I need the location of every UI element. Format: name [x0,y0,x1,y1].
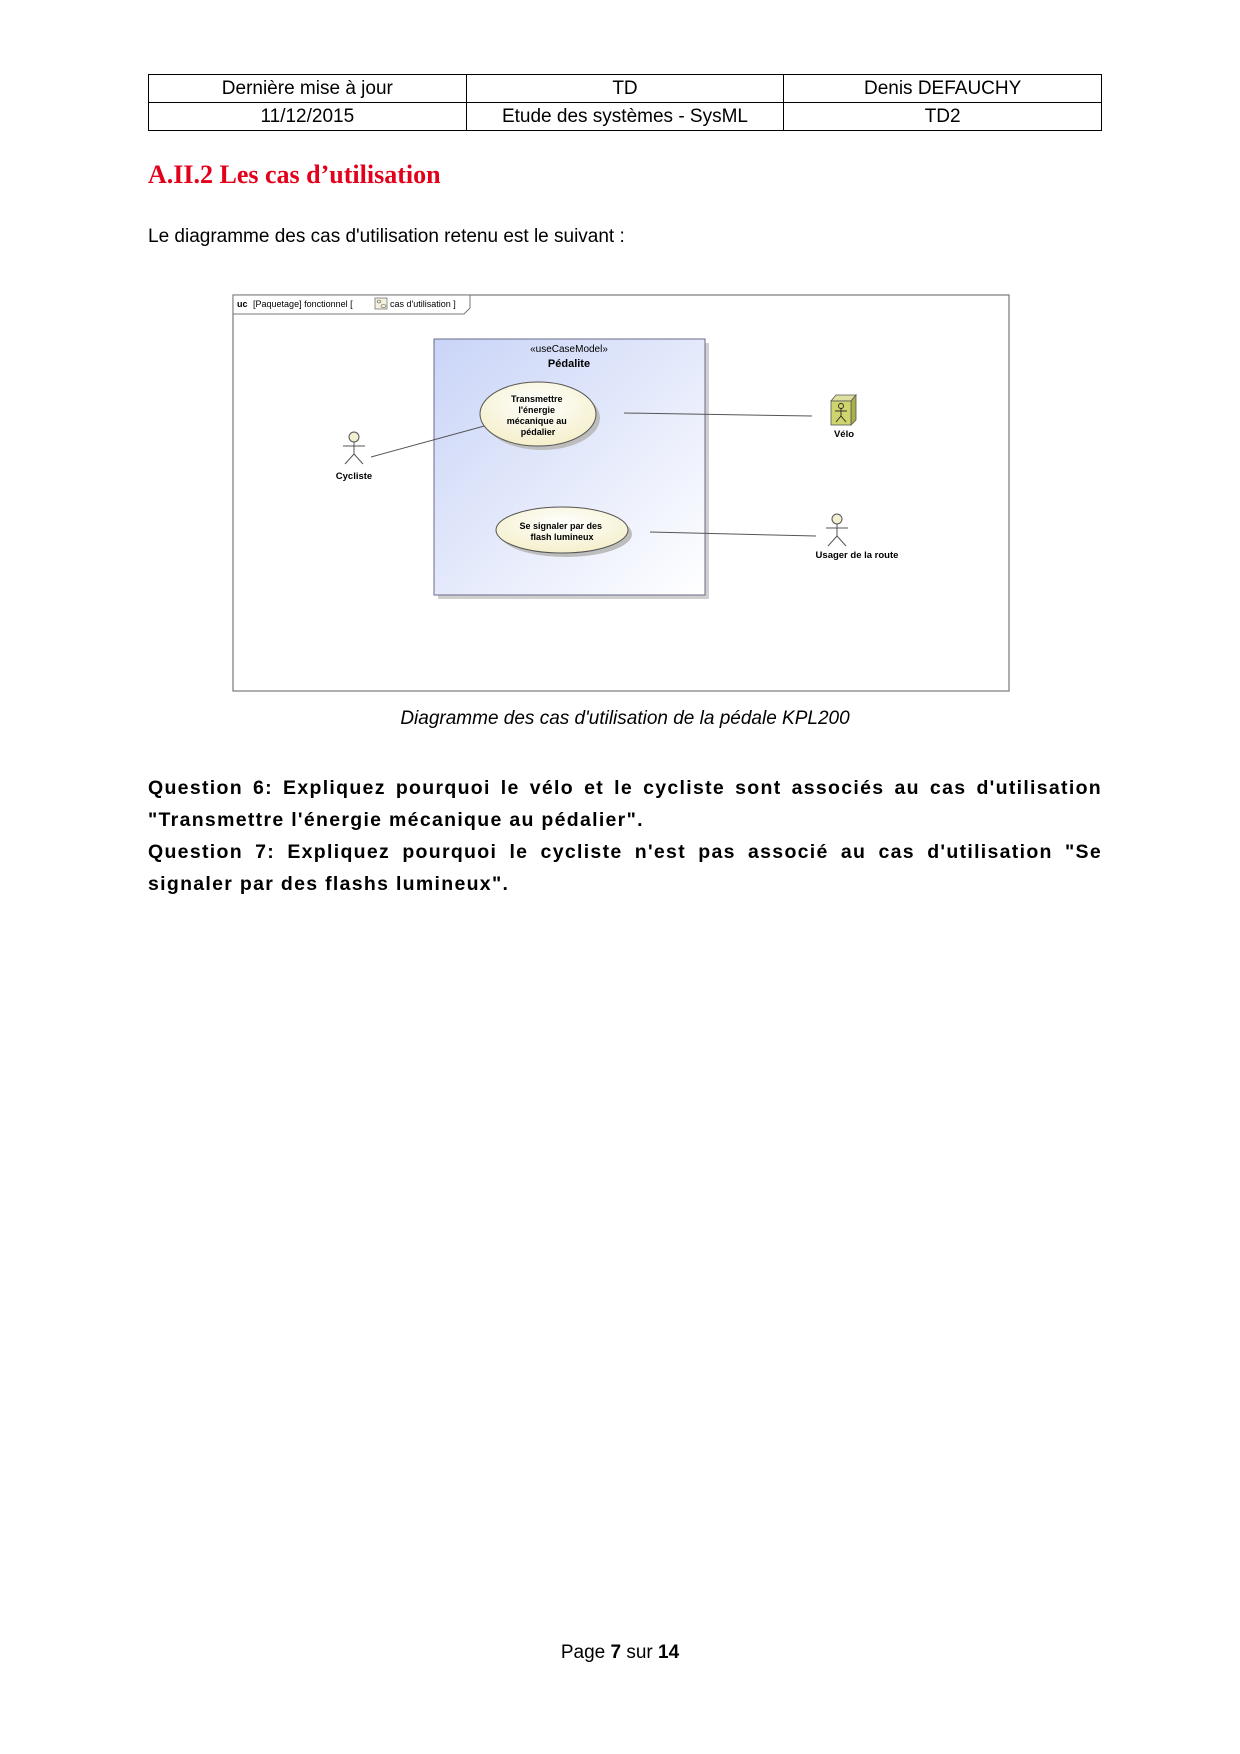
usecase-transmettre-line-4: pédalier [520,427,556,437]
header-cell-type: TD [466,75,784,103]
actor-cycliste-label: Cycliste [335,471,373,482]
intro-paragraph: Le diagramme des cas d'utilisation retenu est le suivant : [148,226,625,247]
header-cell-td-number: TD2 [784,103,1102,131]
usecase-transmettre-line-3: mécanique au [506,416,567,426]
header-row-1 [149,75,1102,103]
figure-caption: Diagramme des cas d'utilisation de la pédale KPL200 [400,708,850,729]
header-cell-update-label: Dernière mise à jour [149,75,467,103]
question-6: Question 6: Expliquez pourquoi le vélo et le cycliste sont associés au cas d'utilisation "Transmettre l'énergie mécanique au pédalier". [148,777,1102,831]
system-name: Pédalite [547,358,591,370]
usecase-signaler-line-2: flash lumineux [530,532,594,542]
header-cell-date: 11/12/2015 [149,103,467,131]
svg-text:uc [Paquetage] fonctionnel [237,299,353,309]
frame-keyword: uc [237,299,248,309]
footer-total-pages: 14 [658,1642,680,1663]
use-case-diagram [232,294,1010,694]
svg-text:Se signaler par des flash [519,521,604,542]
page-footer [0,1642,1240,1664]
section-title: A.II.2 Les cas d’utilisation [148,160,441,189]
header-row-2 [149,103,1102,131]
frame-diagram-name: cas d'utilisation ] [390,299,456,309]
frame-package: [Paquetage] fonctionnel [ [253,299,353,309]
header-cell-subject: Etude des systèmes - SysML [466,103,784,131]
frame-diagram-icon [375,298,387,309]
actor-velo-label: Vélo [833,429,855,440]
question-7: Question 7: Expliquez pourquoi le cycliste n'est pas associé au cas d'utilisation "Se signaler par des flashs lumineux". [148,841,1102,895]
system-stereotype: «useCaseModel» [530,344,608,355]
actor-velo-icon [831,395,856,425]
header-cell-author: Denis DEFAUCHY [784,75,1102,103]
usecase-transmettre-line-1: Transmettre [510,394,563,404]
usecase-transmettre-line-2: l'énergie [518,405,556,415]
footer-middle: sur [626,1642,653,1663]
footer-prefix: Page [560,1642,606,1663]
usecase-signaler-line-1: Se signaler par des [519,521,603,531]
footer-current-page: 7 [610,1642,622,1663]
actor-usager-label: Usager de la route [815,550,899,561]
header-table [148,74,1102,131]
